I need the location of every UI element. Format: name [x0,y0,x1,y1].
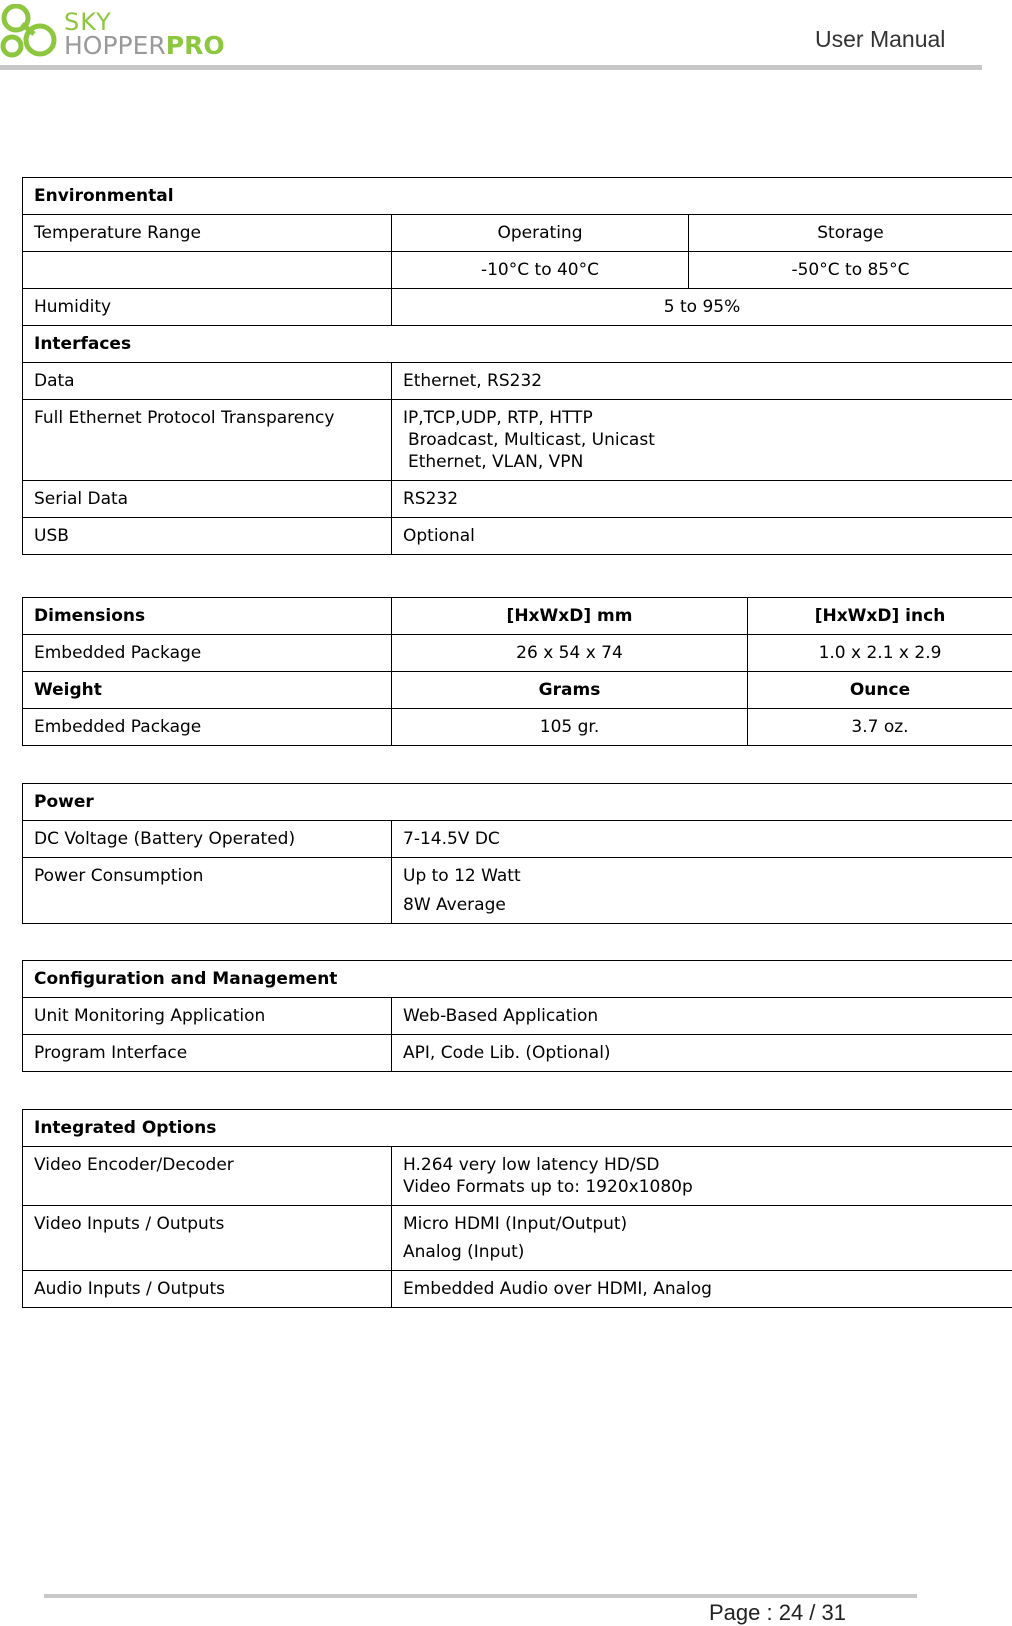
spec-value-line: H.264 very low latency HD/SD [403,1154,1001,1176]
table-row [23,1206,1012,1271]
table-row [23,215,1012,252]
table-row [23,998,1012,1035]
table-row [23,400,1012,481]
spec-value-line: 8W Average [403,894,1001,916]
table-row [23,821,1012,858]
footer-divider [44,1594,917,1598]
spec-value-line: IP,TCP,UDP, RTP, HTTP [403,407,1001,429]
interfaces-heading: Interfaces [23,326,1012,363]
table-row [23,1147,1012,1206]
spec-value [392,1206,1012,1271]
empty-cell [23,252,392,289]
spec-label: Embedded Package [23,709,392,746]
spec-label: Unit Monitoring Application [23,998,392,1035]
spec-label: Program Interface [23,1035,392,1072]
humidity-value: 5 to 95% [392,289,1012,326]
logo-sky-text: SKY [64,10,112,34]
operating-temp-value: -10°C to 40°C [392,252,689,289]
dimensions-heading: Dimensions [23,598,392,635]
dimensions-weight-table [22,597,1012,746]
mm-header: [HxWxD] mm [392,598,748,635]
operating-header: Operating [392,215,689,252]
spec-label: Full Ethernet Protocol Transparency [23,400,392,481]
table-row [23,326,1012,363]
table-row [23,178,1012,215]
table-row [23,481,1012,518]
ounce-value: 3.7 oz. [748,709,1012,746]
grams-value: 105 gr. [392,709,748,746]
weight-heading: Weight [23,672,392,709]
skyhopper-pro-logo [0,4,230,62]
header-divider [0,65,982,70]
ounce-header: Ounce [748,672,1012,709]
table-row [23,252,1012,289]
table-row [23,858,1012,924]
table-row [23,709,1012,746]
environmental-interfaces-table [22,177,1012,555]
spec-value: API, Code Lib. (Optional) [392,1035,1012,1072]
grams-header: Grams [392,672,748,709]
table-row [23,784,1012,821]
power-heading: Power [23,784,1012,821]
spec-label: DC Voltage (Battery Operated) [23,821,392,858]
configuration-table [22,960,1012,1072]
spec-value-line: Ethernet, VLAN, VPN [403,451,1001,473]
spec-label: Data [23,363,392,400]
spec-label: Serial Data [23,481,392,518]
power-table [22,783,1012,924]
spec-value: Embedded Audio over HDMI, Analog [392,1271,1012,1308]
spec-value-line: Broadcast, Multicast, Unicast [403,429,1001,451]
table-row [23,635,1012,672]
integrated-options-table [22,1109,1012,1308]
environmental-heading: Environmental [23,178,1012,215]
inch-value: 1.0 x 2.1 x 2.9 [748,635,1012,672]
spec-value: RS232 [392,481,1012,518]
page-header [0,0,1012,72]
spec-value: Ethernet, RS232 [392,363,1012,400]
spec-value-line: Video Formats up to: 1920x1080p [403,1176,1001,1198]
spec-value-line: Micro HDMI (Input/Output) [403,1213,1001,1235]
spec-value [392,1147,1012,1206]
spec-value-line: Analog (Input) [403,1241,1001,1263]
storage-temp-value: -50°C to 85°C [689,252,1012,289]
table-row [23,1035,1012,1072]
spec-value-line: Up to 12 Watt [403,865,1001,887]
table-row [23,1271,1012,1308]
spec-value [392,400,1012,481]
drone-logo-icon [0,4,64,62]
table-row [23,289,1012,326]
spec-value: Web-Based Application [392,998,1012,1035]
spec-value: Optional [392,518,1012,555]
logo-hopper-text: HOPPERPRO [64,33,225,59]
spec-label: Video Inputs / Outputs [23,1206,392,1271]
logo-pro-text: PRO [166,31,225,60]
storage-header: Storage [689,215,1012,252]
mm-value: 26 x 54 x 74 [392,635,748,672]
table-row [23,363,1012,400]
configuration-heading: Configuration and Management [23,961,1012,998]
spec-label: Embedded Package [23,635,392,672]
table-row [23,1110,1012,1147]
temperature-range-label: Temperature Range [23,215,392,252]
spec-label: Audio Inputs / Outputs [23,1271,392,1308]
spec-label: USB [23,518,392,555]
spec-label: Power Consumption [23,858,392,924]
inch-header: [HxWxD] inch [748,598,1012,635]
page-number: Page : 24 / 31 [709,1600,846,1626]
table-row [23,598,1012,635]
table-row [23,518,1012,555]
table-row [23,672,1012,709]
table-row [23,961,1012,998]
document-title: User Manual [815,26,945,53]
spec-label: Video Encoder/Decoder [23,1147,392,1206]
integrated-options-heading: Integrated Options [23,1110,1012,1147]
spec-value [392,858,1012,924]
humidity-label: Humidity [23,289,392,326]
spec-value: 7-14.5V DC [392,821,1012,858]
